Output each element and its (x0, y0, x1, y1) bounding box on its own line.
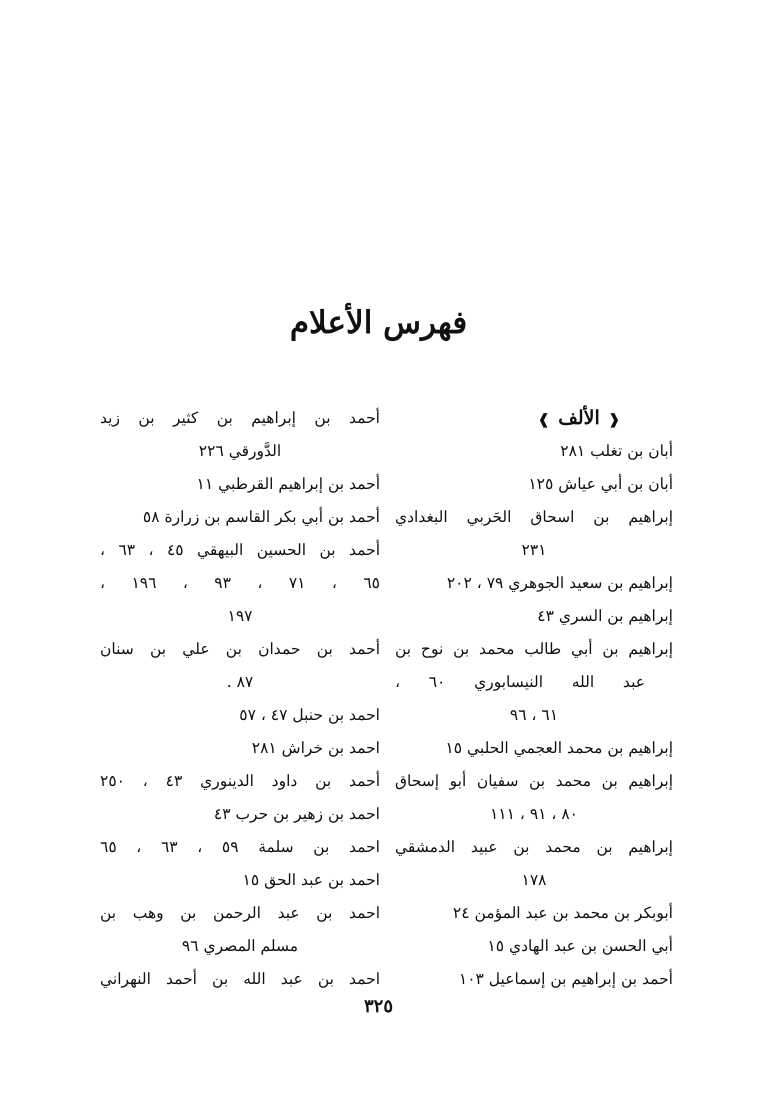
index-entry-continuation: عبد الله النيسابوري ٦٠ ، (395, 673, 645, 691)
ornament-open-icon: ❰ (608, 412, 621, 428)
ornament-close-icon: ❱ (537, 412, 550, 428)
index-entry: إبراهيم بن محمد العجمي الحلبي ١٥ (445, 739, 673, 757)
index-entry: أحمد بن إبراهيم بن إسماعيل ١٠٣ (458, 970, 673, 988)
page-title: فهرس الأعلام (289, 305, 468, 341)
index-entry: أحمد بن الحسين البيهقي ٤٥ ، ٦٣ ، (100, 541, 380, 559)
index-entry: إبراهيم بن أبي طالب محمد بن نوح بن (395, 640, 673, 658)
index-entry: أحمد بن أبي بكر القاسم بن زرارة ٥٨ (142, 508, 380, 526)
index-column-right (395, 402, 673, 996)
index-entry: إبراهيم بن اسحاق الحَربي البغدادي (395, 508, 673, 526)
index-entry-continuation: ٢٣١ (521, 541, 547, 559)
index-entry-continuation: مسلم المصري ٩٦ (181, 937, 299, 955)
section-heading-label: الألف (558, 407, 600, 429)
index-entry: أحمد بن إبراهيم بن كثير بن زيد (100, 409, 380, 427)
index-entry: احمد بن حنبل ٤٧ ، ٥٧ (239, 706, 380, 724)
index-entry: أبان بن تغلب ٢٨١ (560, 442, 673, 460)
index-entry-continuation: ٦٥ ، ٧١ ، ٩٣ ، ١٩٦ ، (100, 574, 380, 592)
index-entry: إبراهيم بن سعيد الجوهري ٧٩ ، ٢٠٢ (446, 574, 673, 592)
index-entry: إبراهيم بن السري ٤٣ (537, 607, 673, 625)
index-entry-continuation: الدَّورقي ٢٢٦ (198, 442, 282, 460)
page-number: ٣٢٥ (363, 996, 393, 1017)
index-entry-continuation: ٦١ ، ٩٦ (509, 706, 559, 724)
index-entry-continuation: ٨٠ ، ٩١ ، ١١١ (489, 805, 578, 823)
index-column-left (100, 402, 380, 996)
index-entry: أحمد بن داود الدينوري ٤٣ ، ٢٥٠ (100, 772, 380, 790)
index-entry-continuation: ٨٧ . (226, 673, 254, 691)
index-entry: احمد بن عبد الله بن أحمد النهراني (100, 970, 380, 988)
index-entry-continuation: ١٩٧ (227, 607, 253, 625)
index-entry: أحمد بن إبراهيم القرطبي ١١ (196, 475, 380, 493)
index-entry: إبراهيم بن محمد بن سفيان أبو إسحاق (395, 772, 673, 790)
index-entry: أبان بن أبي عياش ١٢٥ (528, 475, 673, 493)
index-entry: أبي الحسن بن عبد الهادي ١٥ (487, 937, 673, 955)
index-entry: احمد بن خراش ٢٨١ (251, 739, 380, 757)
index-entry: احمد بن زهير بن حرب ٤٣ (213, 805, 380, 823)
index-entry: إبراهيم بن محمد بن عبيد الدمشقي (395, 838, 673, 856)
index-entry: احمد بن عبد الرحمن بن وهب بن (100, 904, 380, 922)
index-entry: أبوبكر بن محمد بن عبد المؤمن ٢٤ (452, 904, 673, 922)
section-heading (395, 402, 673, 435)
index-entry: احمد بن عبد الحق ١٥ (242, 871, 380, 889)
index-entry-continuation: ١٧٨ (521, 871, 547, 889)
index-entry: احمد بن سلمة ٥٩ ، ٦٣ ، ٦٥ (100, 838, 380, 856)
index-entry: أحمد بن حمدان بن علي بن سنان (100, 640, 380, 658)
